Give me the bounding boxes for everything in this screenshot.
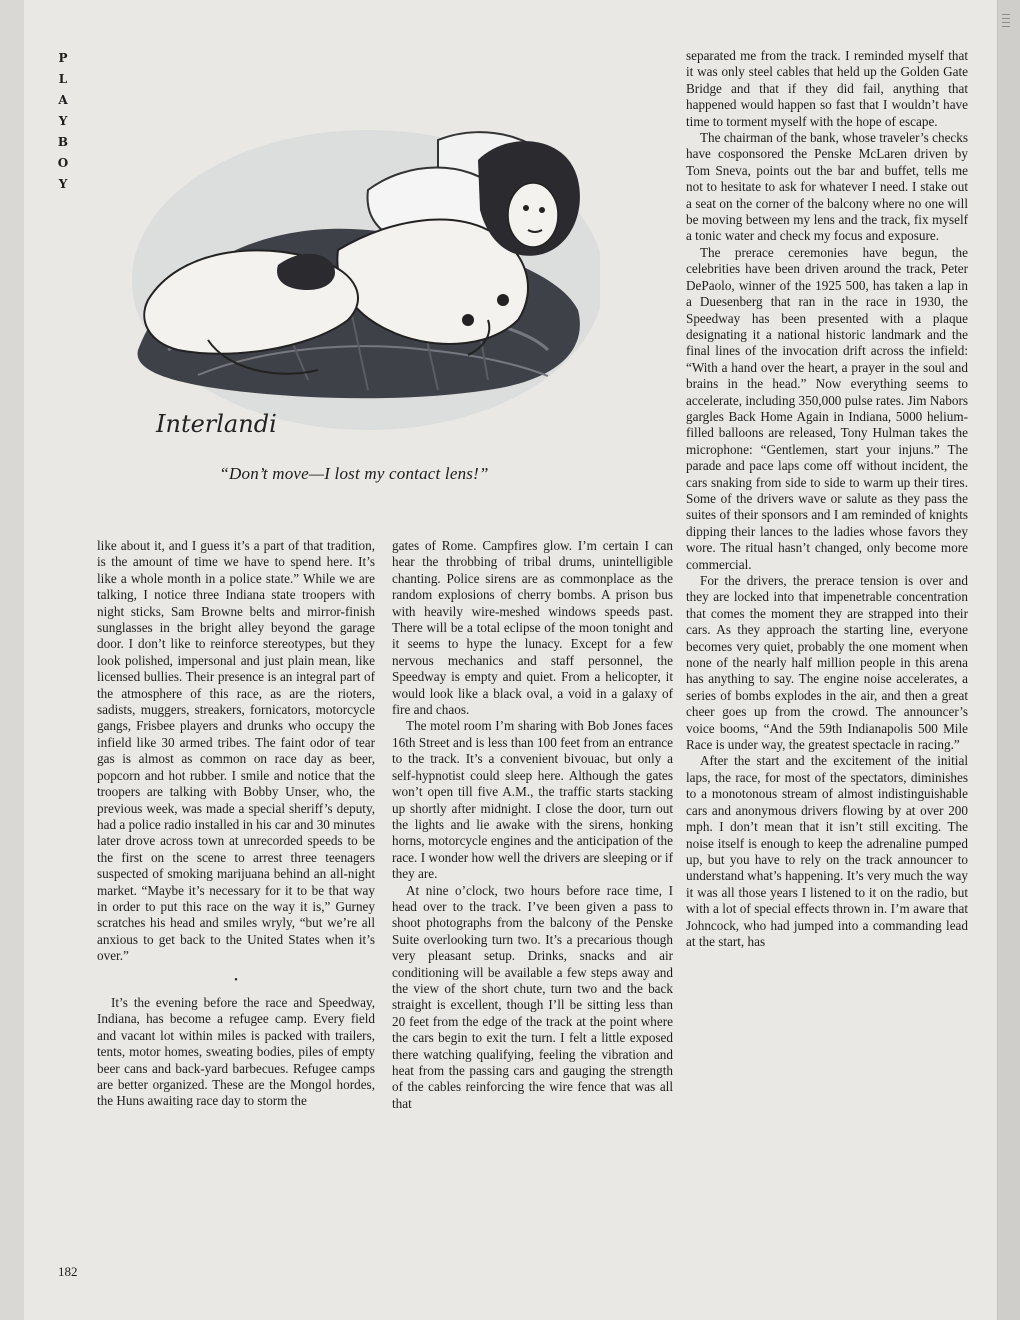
masthead-vertical — [54, 48, 72, 195]
text-column-1 — [97, 538, 375, 1110]
paragraph: It’s the evening before the race and Speedway, Indiana, has become a refugee camp. Every field and vacant lot within miles is packed with trailers, tents, motor homes, sweating bodies, piles of empty beer cans and back-yard barbecues. Refugee camps are better organized. These are the Mongol hordes, the Huns awaiting race day to storm the — [97, 994, 375, 1109]
masthead-letter: P — [58, 51, 68, 65]
paragraph: like about it, and I guess it’s a part of that tradition, is the amount of time we have to spend here. It’s like a whole month in a police state.” While we are talking, I notice three Indiana state troopers with night sticks, Sam Browne belts and mirror-finish sunglasses in the bright alley beyond the garage door. I don’t like to reinforce stereotypes, but they look polished, impersonal and just plain mean, like licensed bullies. Their presence is an integral part of the atmosphere of this race, as are the rioters, sadists, muggers, streakers, fornicators, motorcycle gangs, Frisbee players and drunks who occupy the infield like 30 armed tribes. The faint odor of tear gas is almost as common on race day as beer, popcorn and hot rubber. I smile and notice that the troopers are talking with Bobby Unser, who, the previous week, was made a special sheriff’s deputy, had a police radio installed in his car and 30 minutes later drove across town at unrecorded speeds to be the first on the scene to arrest three teenagers suspected of smoking marijuana behind an all-night market. “Maybe it’s necessary for it to be that way in order to put this race on the way it is,” Gurney scratches his head and smiles wryly, “but we’re all anxious to get back to the United States when it’s over.” — [97, 538, 375, 964]
paragraph: The prerace ceremonies have begun, the celebrities have been driven around the track, Peter DePaolo, winner of the 1925 500, has taken a lap in a Duesenberg that ran in the race in 1930, the Speedway has been presented with a plaque designating it a national historic landmark and the final lines of the invocation drift across the infield: “With a hand over the heart, a prayer in the soul and brains in the head.” Now everything seems to accelerate, including 350,000 pulse rates. Jim Nabors gargles Back Home Again in Indiana, 5000 helium-filled balloons are released, Tony Hulman takes the microphone: “Gentlemen, start your injuns.” The parade and pace laps come off without incident, the cars snaking from side to side to warm up their tires. Some of the drivers wave or salute as they pass the suites of their sponsors and I am reminded of knights dipping their lances to the ladies whose favors they wore. The ritual hasn’t changed, only become more commercial. — [686, 244, 968, 572]
paragraph: After the start and the excitement of the initial laps, the race, for most of the spectators, diminishes to a monotonous stream of almost indistinguishable cars and anonymous drivers flowing by at over 200 mph. I don’t mean that it isn’t still exciting. The noise itself is enough to keep the adrenaline pumped up, but you have to rely on the track announcer to understand what’s happening. It’s very much the way it was all those years I listened to it on the radio, but with a lot of special effects thrown in. I’m aware that Johncock, who had jumped into a commanding lead at the start, has — [686, 753, 968, 949]
section-divider-bullet: • — [234, 974, 238, 986]
page-number: 182 — [58, 1264, 78, 1279]
masthead-letter: O — [57, 156, 69, 170]
paragraph: At nine o’clock, two hours before race time, I head over to the track. I’ve been given a pass to shoot photographs from the balcony of the Penske Suite overlooking turn two. It’s a precarious though very pleasant setup. Drinks, snacks and air conditioning will be available a few steps away and the view of the short chute, turn two and the back straight is excellent, though I’ll be sitting less than 20 feet from the edge of the track at the point where the cars begin to exit the turn. I felt a little exposed there watching qualifying, feeling the vibration and heat from the passing cars and gauging the strength of the cables reinforcing the wire fence that was all that — [392, 882, 673, 1111]
paragraph: gates of Rome. Campfires glow. I’m certain I can hear the throbbing of tribal drums, unintelligible chanting. Police sirens are as commonplace as the random explosions of cherry bombs. A prison bus with heavily wire-meshed windows speeds past. There will be a total eclipse of the moon tonight and it seems to hype the lunacy. Except for a few nervous mechanics and staff personnel, the Speedway is empty and quiet. From a helicopter, it would look like a black oval, a void in a galaxy of fire and chaos. — [392, 538, 673, 718]
paragraph: The chairman of the bank, whose traveler’s checks have cosponsored the Penske McLaren driven by Tom Sneva, points out the bar and buffet, tells me not to hesitate to ask for whatever I need. I stake out a seat on the corner of the balcony where no one will be moving between my lens and the track, fix myself a tonic water and check my focus and exposure. — [686, 130, 968, 244]
text-column-2 — [392, 538, 673, 1112]
masthead-letter: B — [57, 135, 69, 149]
paragraph: For the drivers, the prerace tension is over and they are locked into that impenetrable concentration that comes the moment they are strapped into their cars. As they approach the starting line, everyone becomes very quiet, probably the one moment when none of the nearly half million people in this arena has anything to say. The engine noise accelerates, a series of bombs explodes in the air, and then a great cheer goes up from the crowd. The announcer’s voice booms, “And the 59th Indianapolis 500 Mile Race is under way, the greatest spectacle in racing.” — [686, 573, 968, 753]
cartoon-illustration — [108, 50, 600, 448]
paragraph: The motel room I’m sharing with Bob Jones faces 16th Street and is less than 100 feet from an entrance to the track. It’s a convenient bivouac, but only a self-hypnotist could sleep here. Although the gates won’t open till five A.M., the traffic starts stacking up shortly after midnight. I close the door, turn out the lights and lie awake with the sirens, honking horns, motorcycle engines and the anticipation of the race. I wonder how well the drivers are sleeping or if they are. — [392, 718, 673, 882]
cartoon-caption: “Don’t move—I lost my contact lens!” — [219, 464, 489, 483]
masthead-letter: L — [58, 72, 68, 86]
artist-signature: Interlandi — [156, 410, 277, 438]
magazine-page — [24, 0, 998, 1320]
text-column-3 — [686, 48, 968, 950]
paragraph: separated me from the track. I reminded myself that it was only steel cables that held up the Golden Gate Bridge and that if they did fail, anything that happened would happen so fast that I wouldn’t have time to torment myself with the hope of escape. — [686, 48, 968, 129]
masthead-letter: Y — [58, 114, 68, 128]
masthead-letter: Y — [58, 177, 68, 191]
page-edge-strip — [997, 0, 1020, 1320]
masthead-letter: A — [58, 93, 68, 107]
